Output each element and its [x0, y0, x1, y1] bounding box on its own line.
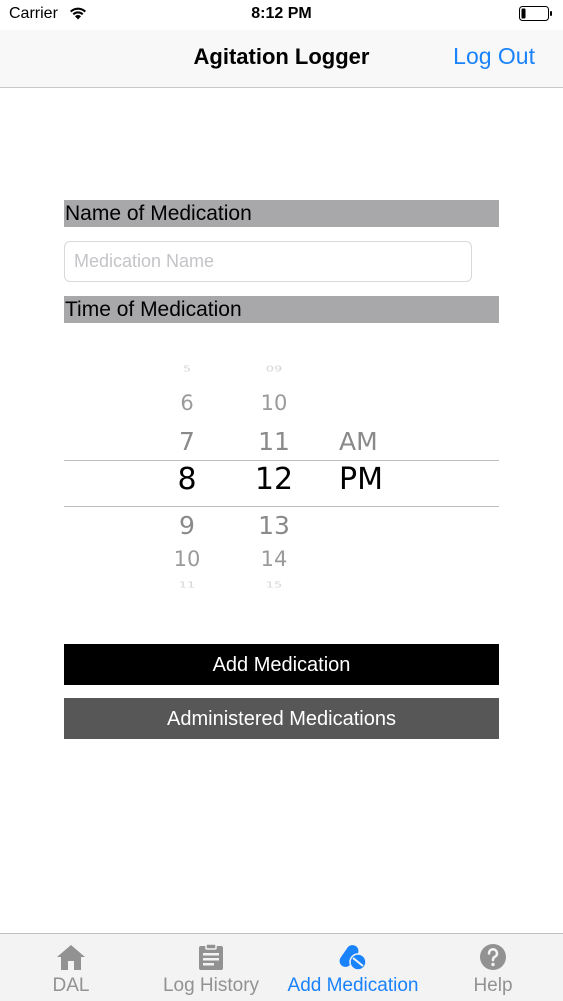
- minute-option[interactable]: 09: [265, 365, 283, 374]
- hour-option[interactable]: 9: [179, 511, 195, 540]
- ampm-wheel[interactable]: [339, 355, 419, 605]
- tab-label: Log History: [162, 975, 260, 996]
- hour-option[interactable]: 5: [182, 365, 192, 374]
- page-title: Agitation Logger: [193, 44, 370, 69]
- administered-medications-button[interactable]: Administered Medications: [64, 698, 499, 739]
- medication-name-input[interactable]: [64, 241, 472, 282]
- status-time: 8:12 PM: [251, 5, 312, 22]
- hour-option[interactable]: 11: [178, 581, 196, 590]
- status-bar: [0, 0, 563, 30]
- hour-wheel[interactable]: [147, 355, 227, 605]
- tab-label: DAL: [52, 975, 90, 996]
- tab-bar: [0, 933, 563, 1001]
- help-icon: [478, 943, 508, 971]
- hour-option[interactable]: 8: [177, 462, 197, 497]
- minute-wheel[interactable]: [234, 355, 314, 605]
- log-out-button[interactable]: Log Out: [453, 43, 535, 69]
- ampm-option[interactable]: PM: [339, 462, 383, 497]
- minute-option[interactable]: 11: [258, 427, 290, 456]
- battery-icon: [519, 6, 553, 21]
- hour-option[interactable]: 6: [180, 391, 194, 415]
- hour-option[interactable]: 10: [173, 547, 201, 571]
- minute-option[interactable]: 12: [254, 462, 294, 497]
- minute-option[interactable]: 14: [260, 547, 288, 571]
- ampm-option[interactable]: AM: [339, 427, 378, 456]
- tab-label: Add Medication: [287, 975, 419, 996]
- carrier-label: Carrier: [9, 5, 58, 22]
- pill-icon: [338, 943, 368, 971]
- medication-name-header: Name of Medication: [64, 200, 499, 227]
- tab-add-medication[interactable]: [283, 934, 423, 1001]
- home-icon: [56, 943, 86, 971]
- hour-option[interactable]: 7: [179, 427, 195, 456]
- minute-option[interactable]: 10: [260, 391, 288, 415]
- minute-option[interactable]: 13: [258, 511, 290, 540]
- tab-dal[interactable]: [22, 934, 120, 1001]
- medication-time-header: Time of Medication: [64, 296, 499, 323]
- tab-help[interactable]: [448, 934, 538, 1001]
- navigation-bar: [0, 30, 563, 88]
- minute-option[interactable]: 15: [265, 581, 283, 590]
- time-picker[interactable]: [64, 355, 499, 605]
- add-medication-button[interactable]: Add Medication: [64, 644, 499, 685]
- tab-log-history[interactable]: [152, 934, 270, 1001]
- tab-label: Help: [473, 975, 513, 996]
- clipboard-icon: [196, 943, 226, 971]
